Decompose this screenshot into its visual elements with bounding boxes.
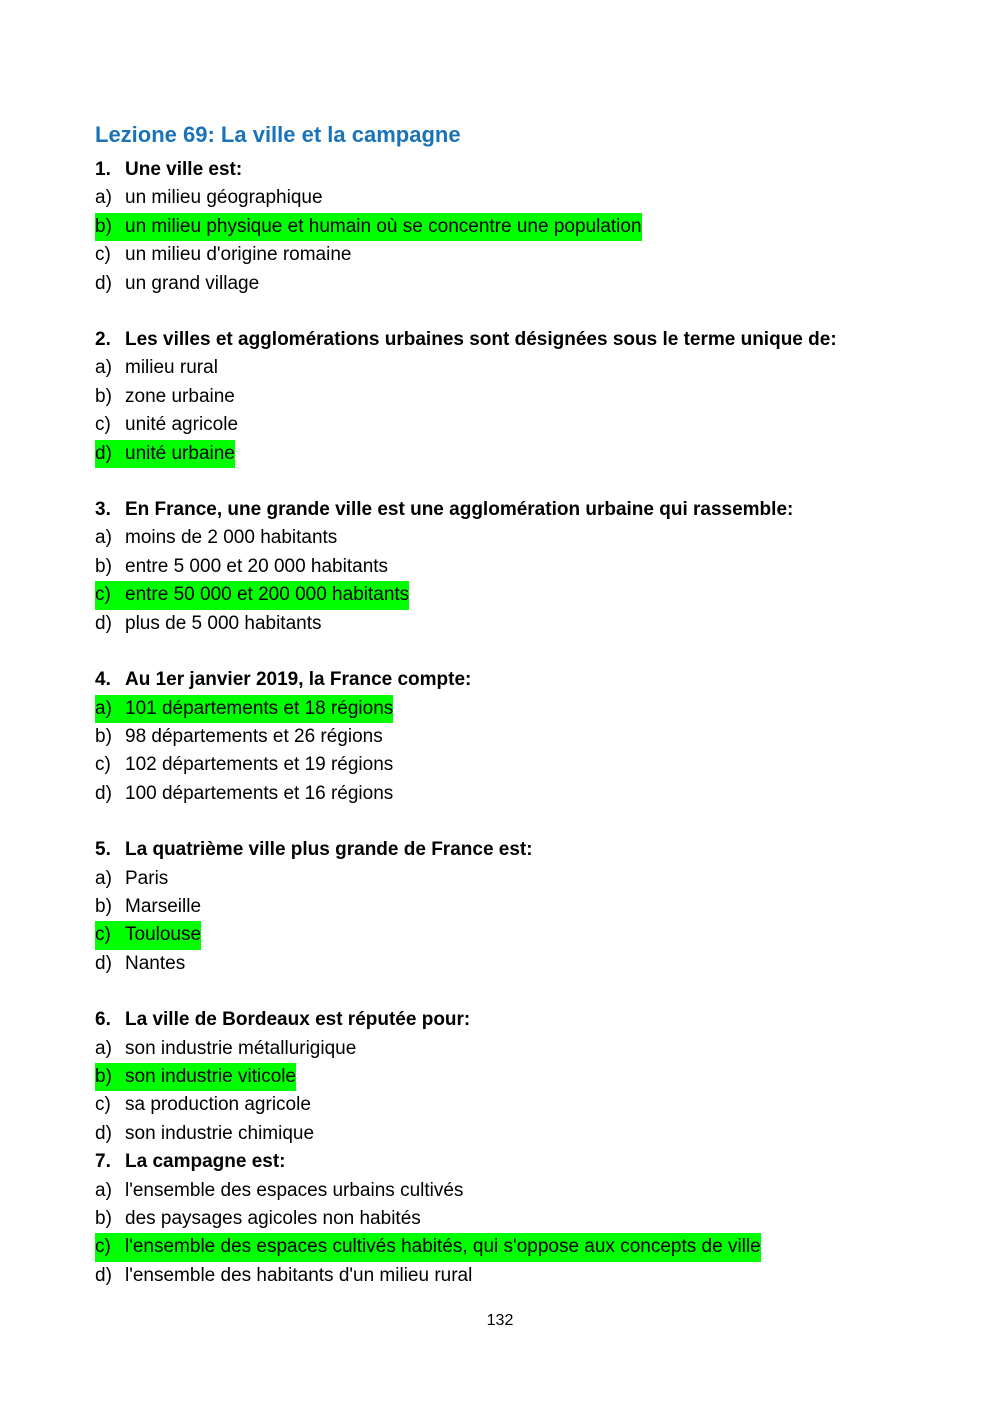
question-number: 1. — [95, 159, 111, 180]
answer-option-content — [95, 780, 393, 808]
answer-option — [95, 440, 905, 468]
option-letter: c) — [95, 924, 111, 946]
option-letter: c) — [95, 1236, 111, 1258]
question-spacer — [95, 638, 905, 666]
answer-option — [95, 553, 905, 581]
option-letter: c) — [95, 414, 111, 436]
option-text: un milieu d'origine romaine — [125, 244, 352, 266]
answer-option — [95, 383, 905, 411]
answer-option-content — [95, 184, 323, 212]
question-list — [95, 156, 905, 1290]
answer-option-content — [95, 865, 168, 893]
option-text: Toulouse — [125, 924, 202, 946]
option-letter: c) — [95, 244, 111, 266]
answer-option — [95, 270, 905, 298]
answer-option-content — [95, 241, 351, 269]
option-letter: b) — [95, 1208, 112, 1229]
option-letter: d) — [95, 1122, 112, 1144]
question-number: 3. — [95, 499, 111, 521]
question-text — [95, 496, 905, 524]
answer-option — [95, 524, 905, 552]
answer-option-content — [95, 1035, 356, 1063]
option-letter: b) — [95, 725, 112, 747]
option-letter: a) — [95, 527, 112, 549]
answer-option — [95, 1262, 905, 1290]
question-1 — [95, 156, 905, 298]
option-text: son industrie métallurigique — [125, 1037, 357, 1059]
question-number: 7. — [95, 1151, 111, 1173]
option-letter: a) — [95, 1037, 112, 1059]
question-number: 5. — [95, 839, 111, 861]
option-text: un milieu physique et humain où se concentre une population — [125, 215, 642, 237]
answer-option — [95, 184, 905, 212]
option-letter: d) — [95, 272, 112, 294]
answer-option — [95, 1091, 905, 1119]
correct-answer-highlight — [95, 921, 201, 949]
answer-option — [95, 751, 905, 779]
question-spacer — [95, 468, 905, 496]
answer-option — [95, 581, 905, 609]
option-text: l'ensemble des espaces urbains cultivés — [125, 1179, 464, 1201]
option-letter: c) — [95, 584, 111, 606]
lesson-title: Lezione 69: La ville et la campagne — [95, 122, 461, 147]
answer-option — [95, 213, 905, 241]
answer-option — [95, 893, 905, 921]
answer-option-content — [95, 553, 388, 581]
question-text — [95, 1148, 905, 1176]
option-text: milieu rural — [125, 357, 218, 379]
question-3 — [95, 496, 905, 638]
answer-option — [95, 411, 905, 439]
page-number: 132 — [486, 1312, 514, 1329]
option-text: un milieu géographique — [125, 187, 323, 209]
answer-option — [95, 1205, 905, 1233]
option-text: l'ensemble des espaces cultivés habités, qui s'oppose aux concepts de ville — [125, 1236, 761, 1258]
answer-option-content — [95, 950, 185, 978]
correct-answer-highlight — [95, 1233, 761, 1261]
answer-option-content — [95, 893, 201, 921]
question-number: 4. — [95, 669, 111, 691]
answer-option — [95, 1035, 905, 1063]
option-text: 101 départements et 18 régions — [125, 697, 394, 719]
answer-option — [95, 950, 905, 978]
option-letter: a) — [95, 697, 112, 719]
answer-option — [95, 865, 905, 893]
option-letter: b) — [95, 215, 112, 237]
quiz-page — [95, 118, 905, 1290]
question-6 — [95, 1006, 905, 1148]
answer-option — [95, 241, 905, 269]
option-text: unité agricole — [125, 414, 239, 436]
correct-answer-highlight — [95, 213, 642, 241]
option-text: 98 départements et 26 régions — [125, 725, 383, 747]
option-letter: d) — [95, 612, 112, 634]
option-text: Nantes — [125, 952, 186, 974]
option-letter: c) — [95, 754, 111, 776]
question-label: Une ville est: — [125, 159, 243, 180]
answer-option — [95, 610, 905, 638]
option-letter: a) — [95, 187, 112, 209]
question-number: 6. — [95, 1009, 111, 1031]
option-text: 100 départements et 16 régions — [125, 782, 394, 804]
option-text: l'ensemble des habitants d'un milieu rural — [125, 1264, 473, 1286]
answer-option — [95, 1177, 905, 1205]
option-text: unité urbaine — [125, 442, 235, 464]
option-letter: d) — [95, 782, 112, 804]
option-text: Marseille — [125, 895, 202, 917]
answer-option — [95, 695, 905, 723]
option-text: sa production agricole — [125, 1094, 311, 1116]
answer-option-content — [95, 383, 235, 411]
option-text: moins de 2 000 habitants — [125, 527, 338, 549]
question-label: En France, une grande ville est une agglomération urbaine qui rassemble: — [125, 499, 794, 521]
question-text — [95, 666, 905, 694]
answer-option-content — [95, 723, 383, 751]
question-label: La ville de Bordeaux est réputée pour: — [125, 1009, 471, 1031]
option-letter: d) — [95, 952, 112, 974]
answer-option-content — [95, 524, 337, 552]
question-spacer — [95, 978, 905, 1006]
correct-answer-highlight — [95, 1063, 296, 1091]
question-5 — [95, 836, 905, 978]
answer-option-content — [95, 1177, 463, 1205]
question-label: La campagne est: — [125, 1151, 286, 1173]
question-text — [95, 836, 905, 864]
option-letter: a) — [95, 1179, 112, 1201]
answer-option — [95, 1063, 905, 1091]
question-number: 2. — [95, 329, 111, 351]
question-4 — [95, 666, 905, 808]
answer-option-content — [95, 1205, 421, 1233]
answer-option-content — [95, 1120, 314, 1148]
answer-option-content — [95, 270, 259, 298]
option-letter: c) — [95, 1094, 111, 1116]
answer-option-content — [95, 1262, 472, 1290]
question-spacer — [95, 298, 905, 326]
answer-option — [95, 354, 905, 382]
question-spacer — [95, 808, 905, 836]
option-text: des paysages agicoles non habités — [125, 1208, 421, 1229]
question-7 — [95, 1148, 905, 1290]
option-letter: b) — [95, 895, 112, 917]
option-text: Paris — [125, 867, 169, 889]
option-letter: d) — [95, 442, 112, 464]
answer-option — [95, 1120, 905, 1148]
question-2 — [95, 326, 905, 468]
answer-option-content — [95, 751, 393, 779]
correct-answer-highlight — [95, 695, 393, 723]
answer-option — [95, 1233, 905, 1261]
option-letter: a) — [95, 867, 112, 889]
option-text: entre 50 000 et 200 000 habitants — [125, 584, 410, 606]
option-text: 102 départements et 19 régions — [125, 754, 394, 776]
option-text: zone urbaine — [125, 385, 235, 407]
correct-answer-highlight — [95, 440, 235, 468]
answer-option — [95, 723, 905, 751]
answer-option-content — [95, 354, 218, 382]
question-label: La quatrième ville plus grande de France est: — [125, 839, 533, 861]
question-text — [95, 1006, 905, 1034]
option-letter: b) — [95, 555, 112, 577]
question-text — [95, 156, 905, 184]
option-letter: d) — [95, 1264, 112, 1286]
option-letter: b) — [95, 1065, 112, 1087]
option-letter: b) — [95, 385, 112, 407]
answer-option — [95, 780, 905, 808]
option-text: son industrie viticole — [125, 1065, 297, 1087]
option-text: son industrie chimique — [125, 1122, 315, 1144]
option-text: plus de 5 000 habitants — [125, 612, 322, 634]
question-text — [95, 326, 905, 354]
answer-option-content — [95, 1091, 311, 1119]
answer-option — [95, 921, 905, 949]
answer-option-content — [95, 610, 322, 638]
question-label: Les villes et agglomérations urbaines sont désignées sous le terme unique de: — [125, 329, 837, 351]
correct-answer-highlight — [95, 581, 409, 609]
question-label: Au 1er janvier 2019, la France compte: — [125, 669, 472, 691]
option-text: entre 5 000 et 20 000 habitants — [125, 555, 389, 577]
answer-option-content — [95, 411, 238, 439]
option-letter: a) — [95, 357, 112, 379]
option-text: un grand village — [125, 272, 260, 294]
